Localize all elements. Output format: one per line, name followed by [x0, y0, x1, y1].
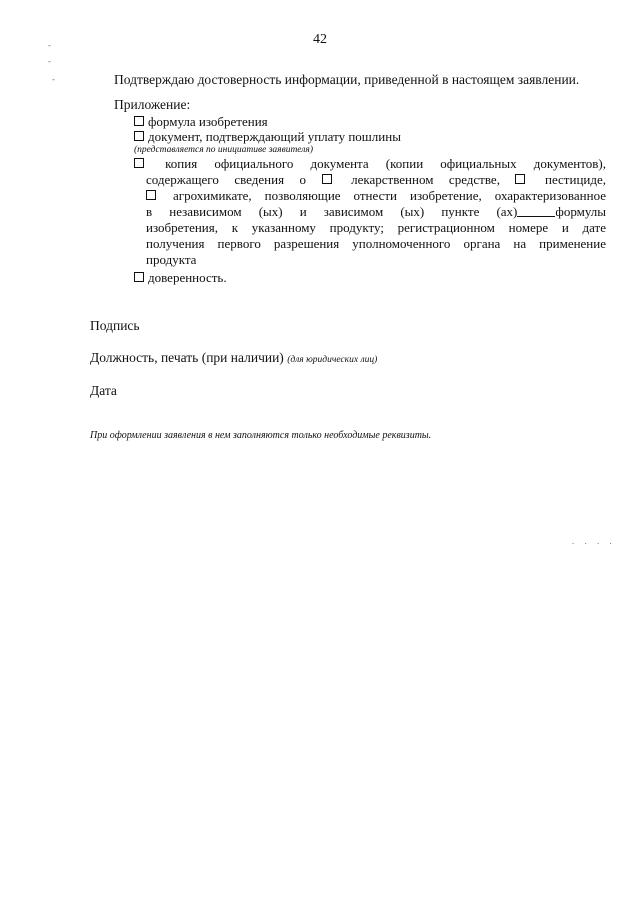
checkbox-icon[interactable]	[134, 116, 144, 126]
position-note: (для юридических лиц)	[287, 355, 378, 365]
attachment-item-power	[134, 270, 227, 286]
attachment-label: копия официального документа (копии официальных документов),	[165, 156, 606, 171]
scan-mark: -	[48, 40, 51, 50]
signature-label: Подпись	[90, 318, 140, 333]
copy-text-line: получения первого разрешения уполномоченного органа на применение	[146, 236, 606, 251]
scan-mark: -	[48, 56, 51, 66]
position-stamp-line	[90, 350, 377, 366]
confirmation-statement: Подтверждаю достоверность информации, приведенной в настоящем заявлении.	[114, 72, 580, 87]
scan-mark: -	[52, 74, 55, 84]
attachment-item-copy	[134, 156, 606, 172]
position-label: Должность, печать (при наличии)	[90, 350, 284, 365]
date-label: Дата	[90, 383, 117, 398]
checkbox-icon[interactable]	[322, 174, 332, 184]
attachment-label: доверенность.	[148, 270, 227, 285]
checkbox-icon[interactable]	[146, 190, 156, 200]
checkbox-icon[interactable]	[134, 158, 144, 168]
copy-text-line: агрохимикате, позволяющие отнести изобретение, охарактеризованное	[146, 188, 606, 204]
attachments-heading: Приложение:	[114, 97, 191, 112]
copy-text-line: изобретения, к указанному продукту; регистрационном номере и дате	[146, 220, 606, 235]
copy-text-line: в независимом (ых) и зависимом (ых) пункте (ах) формулы	[146, 204, 606, 219]
attachment-label: документ, подтверждающий уплату пошлины	[148, 129, 401, 144]
scan-mark: . . . .	[572, 536, 616, 546]
attachment-item-payment	[134, 129, 401, 145]
attachment-item-formula	[134, 114, 268, 130]
footnote: При оформлении заявления в нем заполняются только необходимые реквизиты.	[90, 430, 432, 441]
checkbox-icon[interactable]	[515, 174, 525, 184]
checkbox-icon[interactable]	[134, 272, 144, 282]
copy-text-line: продукта	[146, 252, 197, 267]
checkbox-icon[interactable]	[134, 131, 144, 141]
fill-in-blank[interactable]	[517, 206, 555, 217]
payment-note: (представляется по инициативе заявителя)	[134, 145, 314, 155]
copy-text-line: содержащего сведения о лекарственном средстве, пестициде,	[146, 172, 606, 187]
attachment-label: формула изобретения	[148, 114, 268, 129]
page-number: 42	[313, 32, 327, 47]
